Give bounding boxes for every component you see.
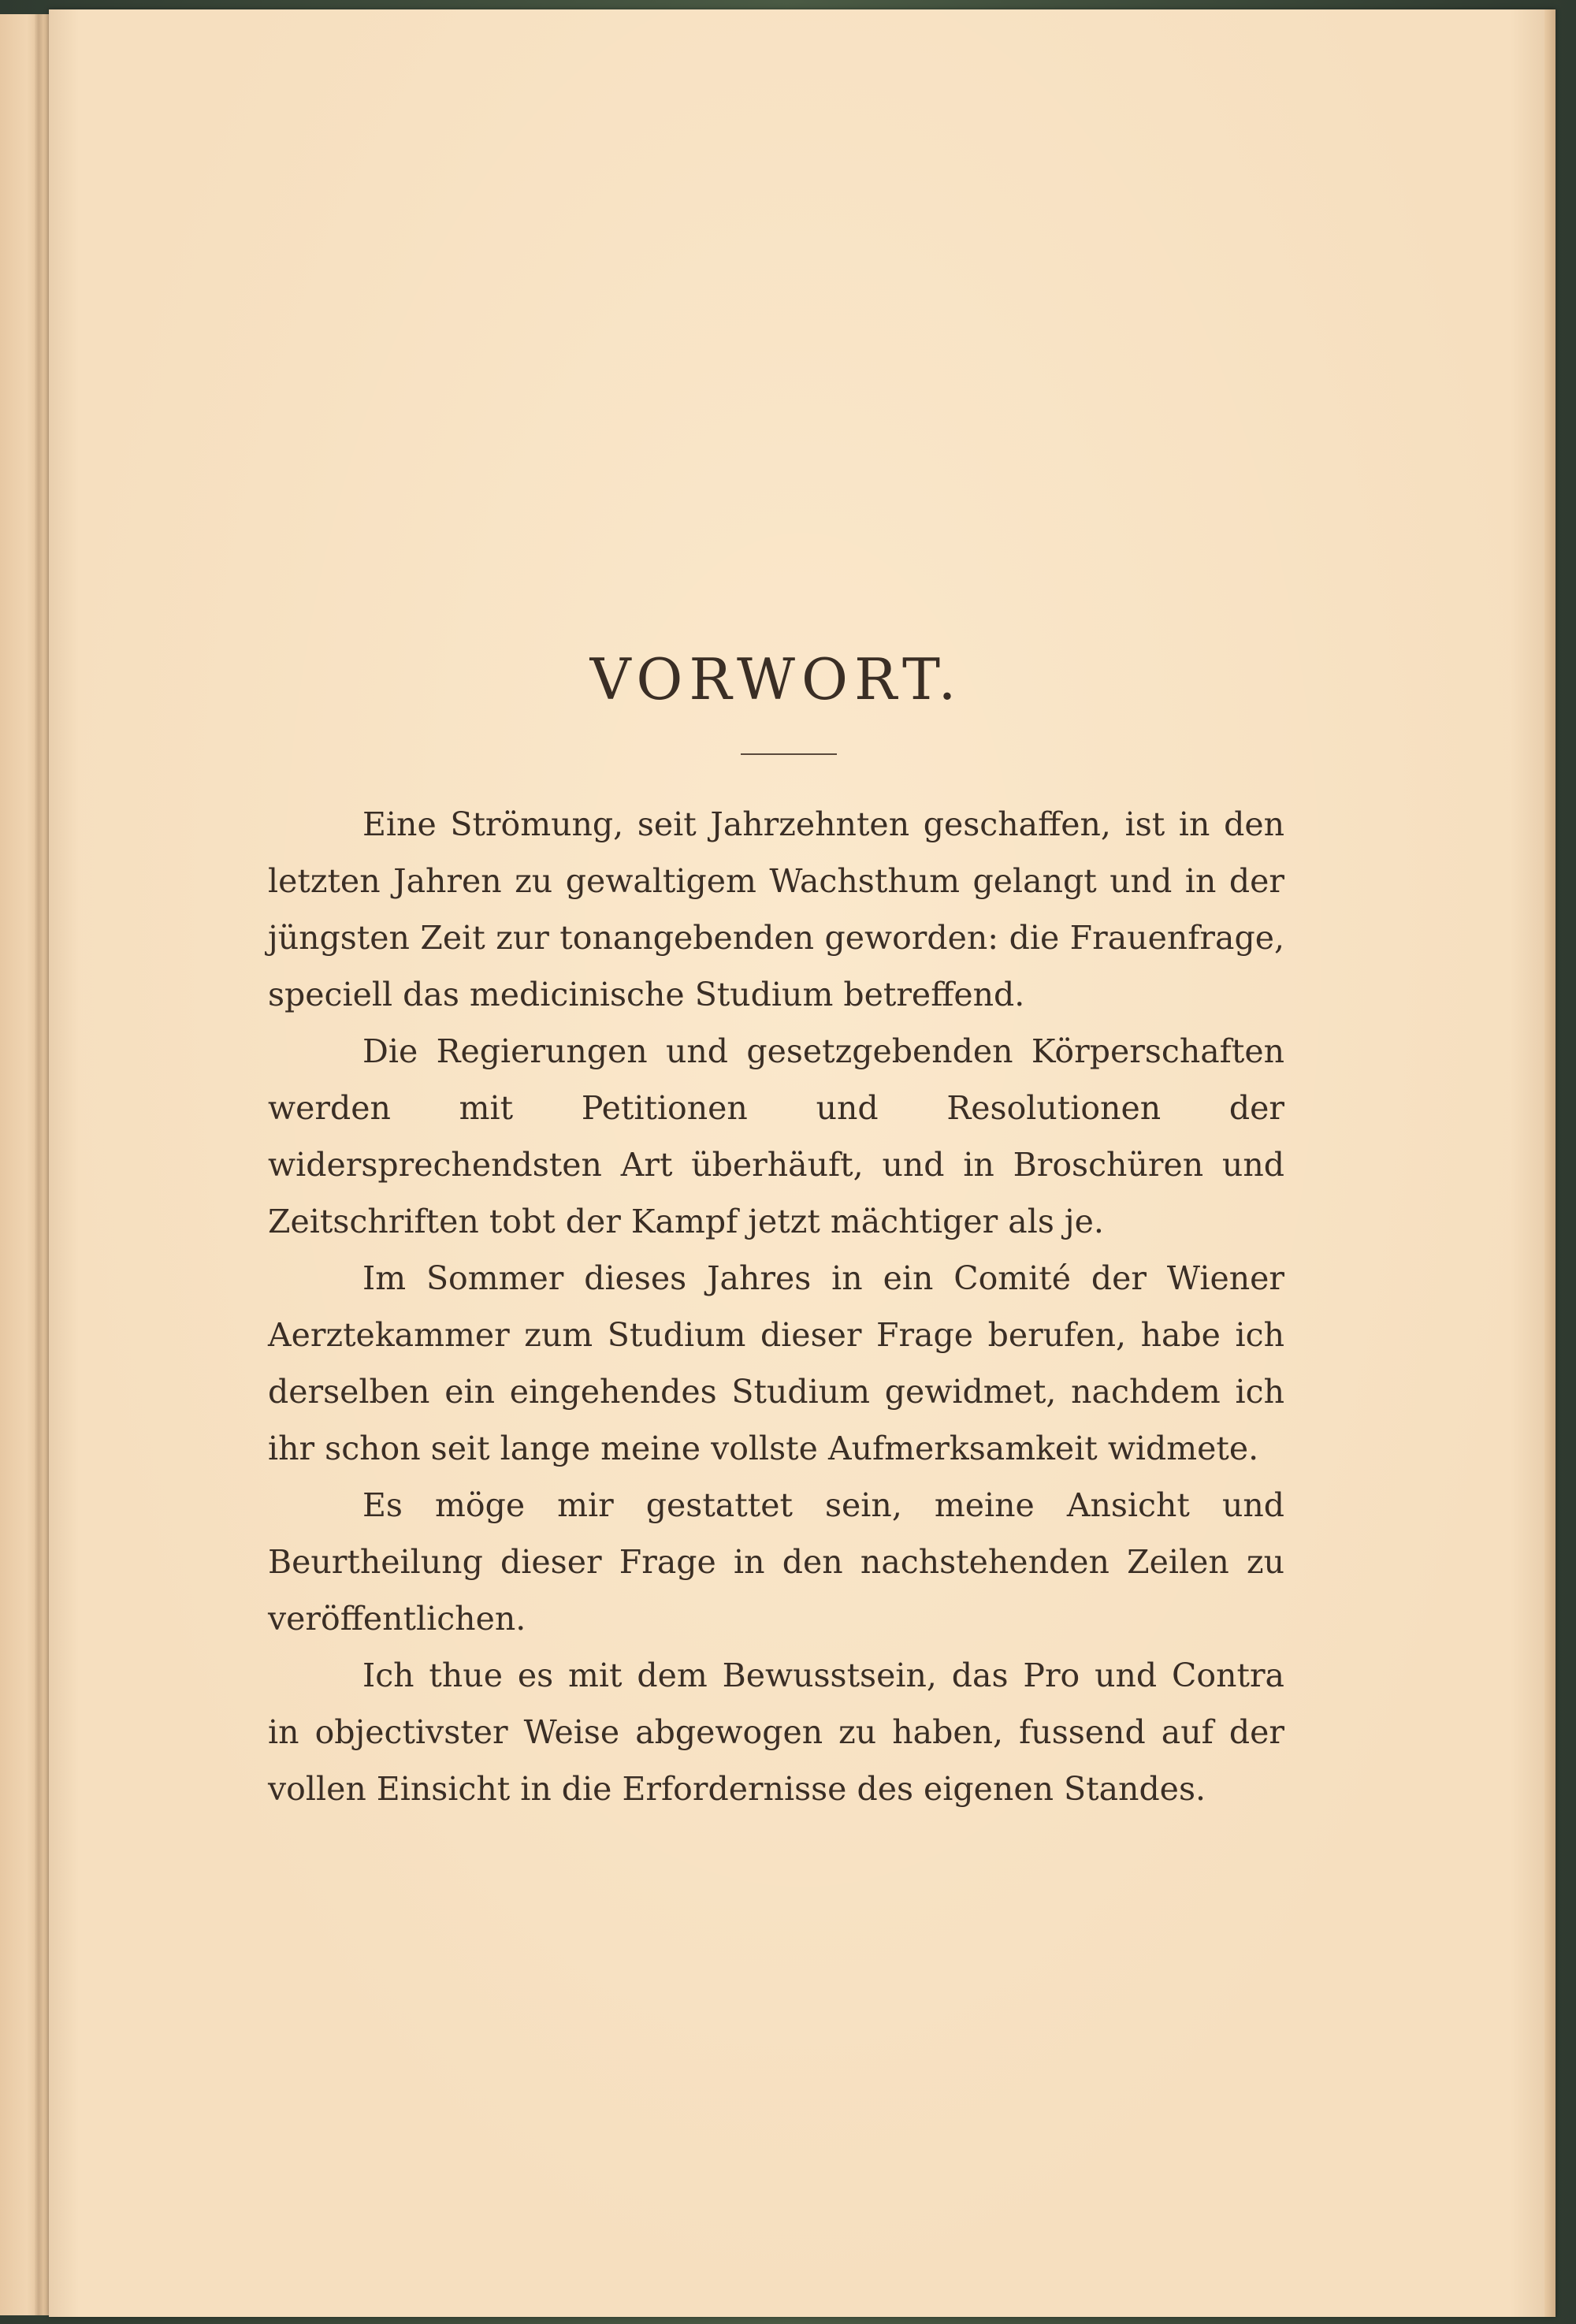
chapter-title: VORWORT. [589,646,963,712]
paragraph-3: Im Sommer dieses Jahres in ein Comité der Wiener Aerztekammer zum Studium dieser Frage berufen, habe ich derselben ein eingehendes Studium gewidmet, nachdem ich ihr schon seit lange meine vollste Aufmerksamkeit widmete. [268,1259,1284,1467]
paragraph-4: Es möge mir gestattet sein, meine Ansicht und Beurtheilung dieser Frage in den nachstehenden Zeilen zu veröffentlichen. [268,1486,1284,1638]
page-fore-edge [1544,9,1556,2317]
paragraph-1: Eine Strömung, seit Jahrzehnten geschaffen, ist in den letzten Jahren zu gewaltigem Wachsthum gelangt und in der jüngsten Zeit zur tonangebenden geworden: die Frauenfrage, speciell das medicinische Studium betreffend. [268,805,1284,1013]
title-rule [741,753,837,755]
paragraph-5: Ich thue es mit dem Bewusstsein, das Pro und Contra in objectivster Weise abgewogen zu haben, fussend auf der vollen Einsicht in die Erfordernisse des eigenen Standes. [268,1657,1284,1808]
gutter-shadow [35,14,43,2315]
paragraph-2: Die Regierungen und gesetzgebenden Körperschaften werden mit Petitionen und Resolutionen der widersprechendsten Art überhäuft, und in Broschüren und Zeitschriften tobt der Kampf jetzt mächtiger als je. [268,1032,1284,1240]
preface-body [268,796,1284,1817]
book-page [49,9,1556,2317]
